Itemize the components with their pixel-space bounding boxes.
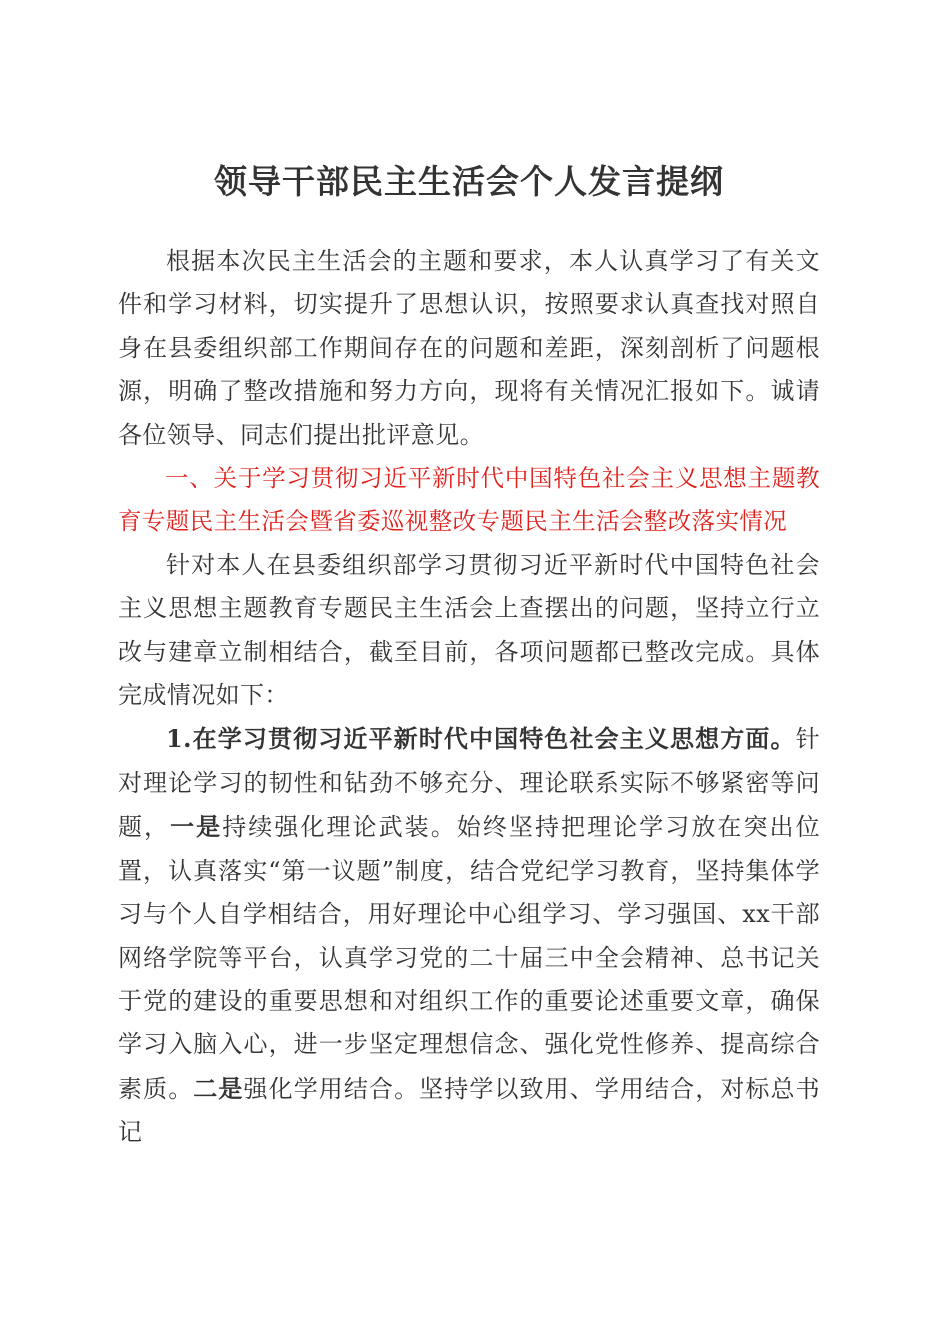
item-1-text-a: 针对理论学习的韧性和钻劲不够充分、理论联系实际不够紧密等问题， — [118, 725, 820, 842]
intro-paragraph: 根据本次民主生活会的主题和要求，本人认真学习了有关文件和学习材料，切实提升了思想认识，按照要求认真查找对照自身在县委组织部工作期间存在的问题和差距，深刻剖析了问题根源，明确了整改措施和努力方向，现将有关情况汇报如下。诚请各位领导、同志们提出批评意见。 — [118, 247, 820, 449]
item-1-heading: 1.在学习贯彻习近平新时代中国特色社会主义思想方面。 — [166, 724, 796, 754]
document-title: 领导干部民主生活会个人发言提纲 — [214, 162, 724, 201]
item-1-paragraph — [118, 717, 820, 1154]
item-1-text-c: 强化学用结合。坚持学以致用、学用结合，对标总书记 — [118, 1074, 821, 1147]
document-body — [118, 160, 820, 1155]
section-1-paragraph: 针对本人在县委组织部学习贯彻习近平新时代中国特色社会主义思想主题教育专题民主生活会上查摆出的问题，坚持立行立改与建章立制相结合，截至目前，各项问题都已整改完成。具体完成情况如下： — [118, 550, 820, 710]
item-1-text-b: 持续强化理论武装。始终坚持把理论学习放在突出位置，认真落实“第一议题”制度，结合党纪学习教育，坚持集体学习与个人自学相结合，用好理论中心组学习、学习强国、xx干部网络学院等平台，认真学习党的二十届三中全会精神、总书记关于党的建设的重要思想和对组织工作的重要论述重要文章，确保学习入脑入心，进一步坚定理想信念、强化党性修养、提高综合素质。 — [118, 813, 820, 1103]
item-1-marker-2: 二是 — [193, 1073, 244, 1103]
section-1-heading: 一、关于学习贯彻习近平新时代中国特色社会主义思想主题教育专题民主生活会暨省委巡视整改专题民主生活会整改落实情况 — [118, 464, 820, 536]
item-1-marker-1: 一是 — [170, 812, 223, 842]
